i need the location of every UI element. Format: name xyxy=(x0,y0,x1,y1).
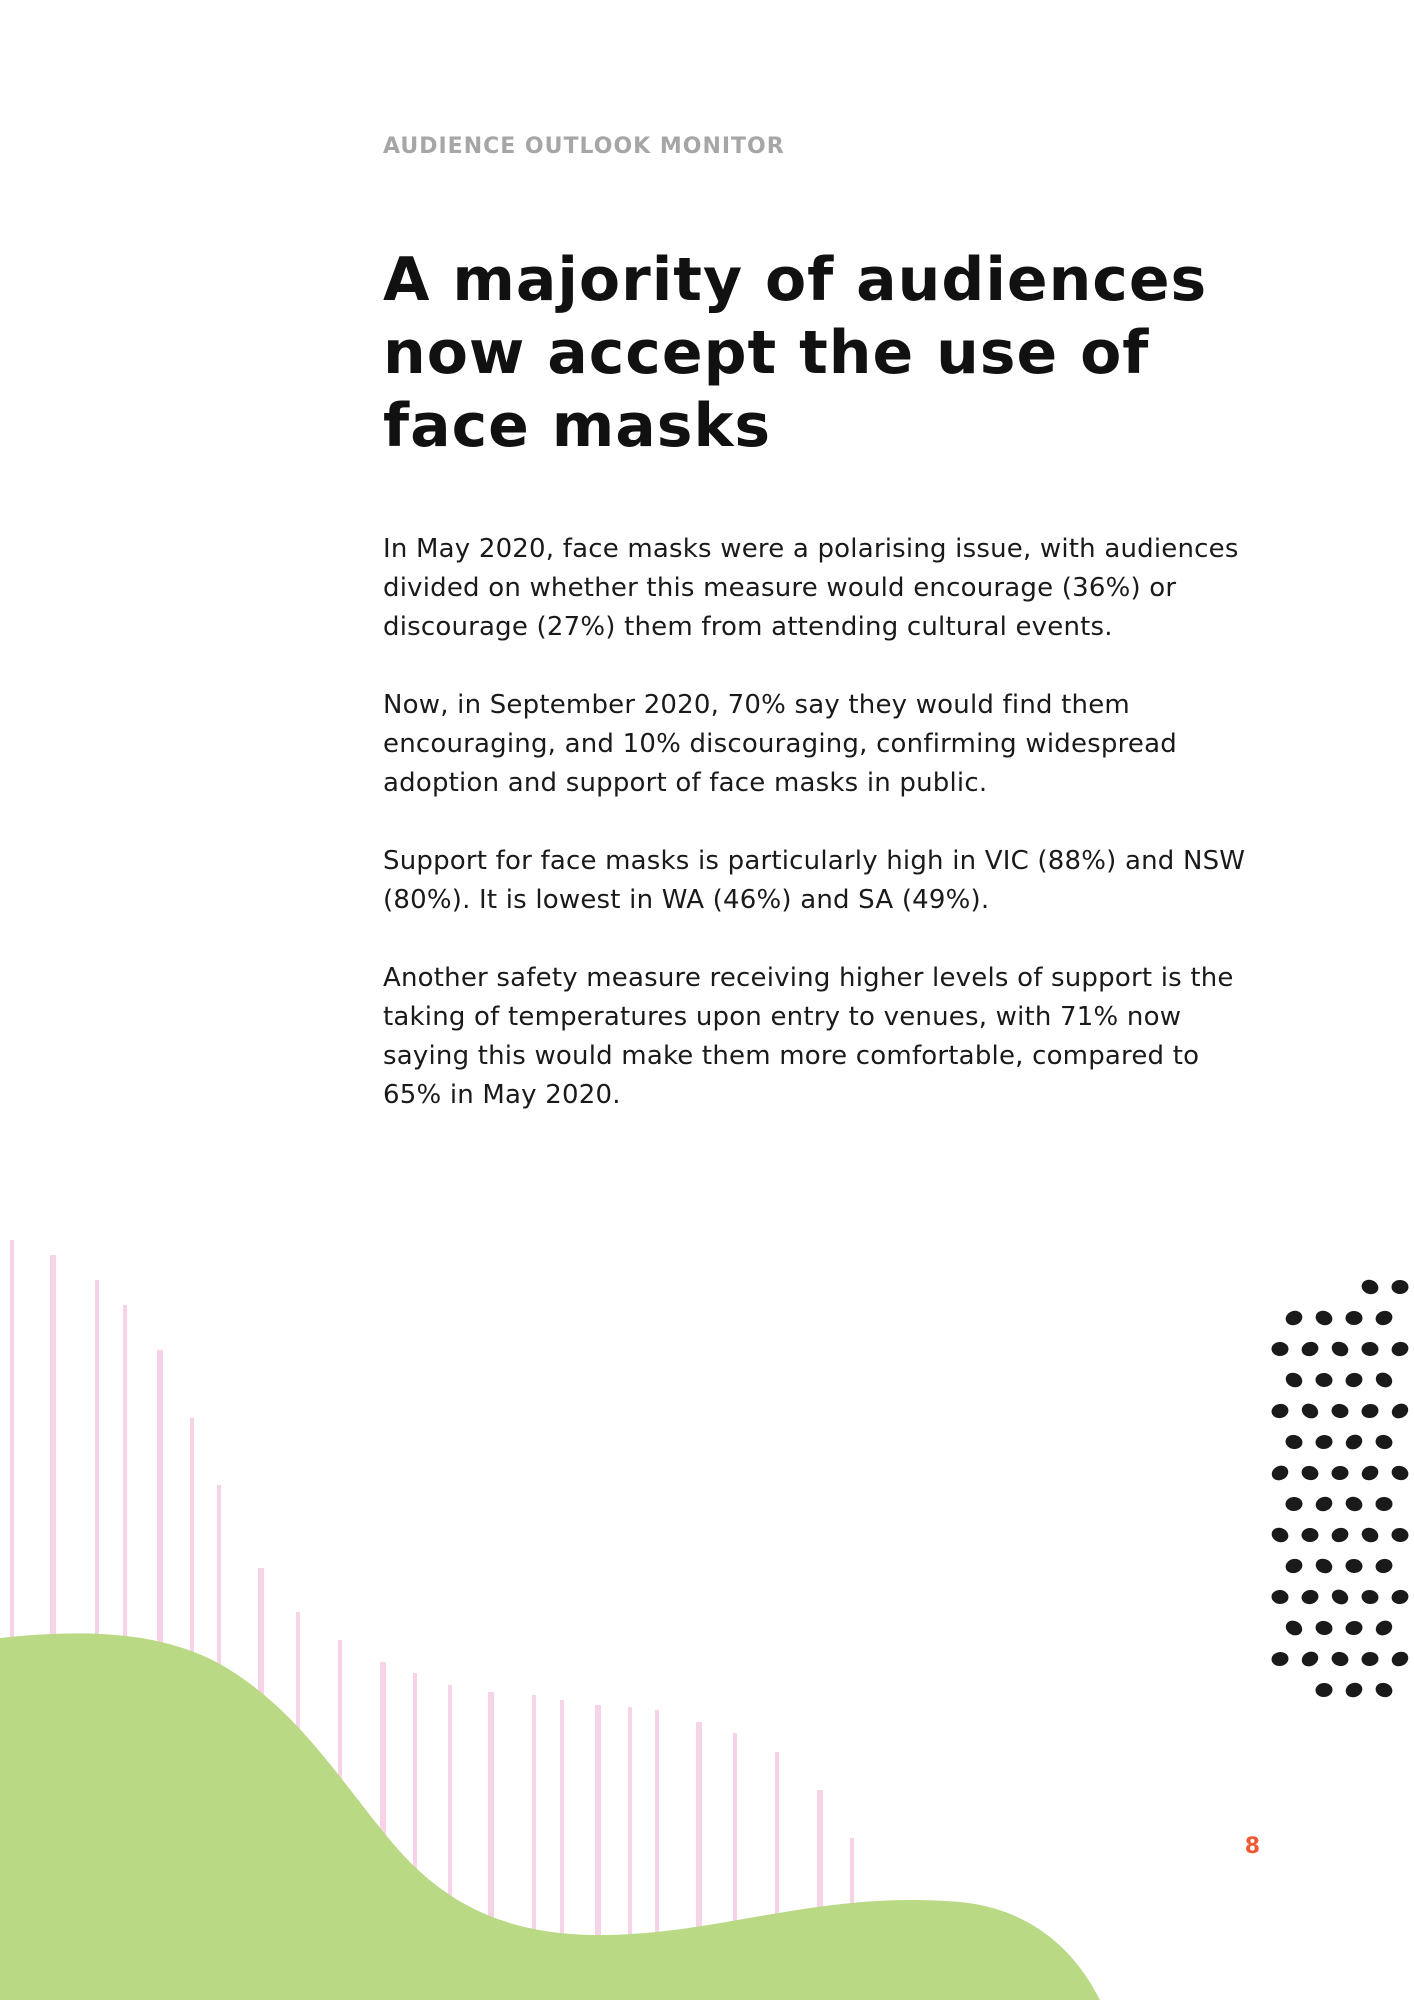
decorative-dot xyxy=(1374,1309,1394,1328)
decorative-dot xyxy=(1361,1341,1379,1356)
decorative-dot xyxy=(1314,1620,1333,1637)
decorative-dot xyxy=(1345,1311,1362,1325)
title-line-2: now accept the use of xyxy=(383,318,1150,388)
paragraph-4: Another safety measure receiving higher levels of support is the taking of temperatures upon entry to venues, with 71% now saying this would make them more comfortable, compared to 65% in May 2020. xyxy=(383,963,1234,1110)
decorative-dot xyxy=(1374,1557,1394,1575)
paragraph-2: Now, in September 2020, 70% say they would find them encouraging, and 10% discouraging, confirming widespread adoption and support of face masks in public. xyxy=(383,690,1177,798)
decorative-dot xyxy=(1285,1497,1303,1512)
pink-stripe xyxy=(775,1752,779,2000)
decorative-dot xyxy=(1270,1526,1291,1545)
decorative-dot xyxy=(1314,1309,1335,1328)
decorative-dot xyxy=(1392,1280,1409,1294)
decorative-dot xyxy=(1271,1342,1288,1357)
pink-stripe xyxy=(157,1350,163,2000)
decorative-dot xyxy=(1283,1370,1304,1390)
decorative-dot xyxy=(1361,1403,1380,1419)
decorative-dot xyxy=(1283,1618,1305,1638)
decorative-dot xyxy=(1330,1403,1349,1420)
pink-stripe xyxy=(95,1280,99,2000)
decorative-dot xyxy=(1284,1557,1304,1575)
decorative-dot xyxy=(1374,1681,1394,1700)
decorative-dot xyxy=(1373,1618,1395,1638)
paragraph-3: Support for face masks is particularly high in VIC (88%) and NSW (80%). It is lowest in WA (46%) and SA (49%). xyxy=(383,846,1246,915)
page-number: 8 xyxy=(1244,1834,1260,1859)
body-copy xyxy=(383,530,1263,1154)
decorative-dot xyxy=(1300,1340,1320,1358)
decorative-dot xyxy=(1271,1589,1289,1605)
decorative-dot xyxy=(1284,1434,1303,1451)
pink-stripe xyxy=(123,1305,127,2000)
pink-stripe xyxy=(217,1485,221,2000)
green-wave-blob xyxy=(0,1633,1100,2000)
decorative-dot xyxy=(1299,1649,1321,1669)
decorative-dot xyxy=(1299,1401,1321,1421)
pink-stripe xyxy=(50,1255,56,2000)
title-line-3: face masks xyxy=(383,391,772,461)
dot-pattern-decoration xyxy=(1269,1278,1410,1700)
decorative-dot xyxy=(1391,1527,1409,1542)
decorative-dot xyxy=(1313,1494,1334,1513)
decorative-dot xyxy=(1330,1650,1350,1668)
decorative-dot xyxy=(1390,1464,1410,1483)
pink-stripe xyxy=(10,1240,14,2000)
decorative-dot xyxy=(1344,1495,1365,1514)
decorative-dot xyxy=(1270,1402,1290,1419)
page-title xyxy=(383,244,1263,463)
pink-stripe xyxy=(296,1612,300,2000)
header-label: AUDIENCE OUTLOOK MONITOR xyxy=(383,134,785,159)
pink-stripe xyxy=(258,1568,264,2000)
decorative-dot xyxy=(1315,1372,1333,1388)
title-line-1: A majority of audiences xyxy=(383,245,1208,315)
pink-stripe xyxy=(488,1692,494,2000)
decorative-dot xyxy=(1390,1589,1409,1606)
decorative-dot xyxy=(1301,1528,1318,1542)
pink-stripe xyxy=(338,1640,342,2000)
decorative-dot xyxy=(1271,1651,1290,1667)
decorative-dot xyxy=(1315,1682,1333,1697)
decorative-dot xyxy=(1361,1651,1379,1666)
paragraph-1: In May 2020, face masks were a polarising issue, with audiences divided on whether this measure would encourage (36%) or discourage (27%) them from attending cultural events. xyxy=(383,534,1239,642)
decorative-dot xyxy=(1330,1526,1350,1545)
decorative-dot xyxy=(1329,1587,1351,1607)
decorative-dot xyxy=(1331,1465,1349,1480)
pink-stripe xyxy=(560,1700,564,2000)
pink-stripe xyxy=(733,1733,737,2000)
decorative-dot xyxy=(1300,1588,1320,1605)
decorative-dot xyxy=(1313,1556,1334,1576)
decorative-dot xyxy=(1300,1464,1320,1482)
pink-stripe xyxy=(448,1685,452,2000)
decorative-dot xyxy=(1344,1371,1364,1388)
pink-stripe xyxy=(413,1673,417,2000)
decorative-dot xyxy=(1389,1401,1411,1421)
pink-stripe xyxy=(532,1695,536,2000)
decorative-dot xyxy=(1329,1339,1350,1359)
decorative-dot xyxy=(1359,1525,1380,1545)
pink-stripe xyxy=(628,1707,632,2000)
decorative-dot xyxy=(1345,1620,1364,1636)
pink-stripe xyxy=(696,1722,702,2000)
pink-stripe xyxy=(655,1710,659,2000)
decorative-dot xyxy=(1343,1432,1365,1452)
decorative-dot xyxy=(1359,1463,1380,1483)
decorative-dot xyxy=(1284,1308,1305,1327)
pink-stripe xyxy=(817,1790,823,2000)
decorative-dot xyxy=(1345,1558,1363,1573)
pink-stripe xyxy=(595,1705,601,2000)
pink-stripe xyxy=(850,1838,854,2000)
decorative-dot xyxy=(1360,1278,1381,1297)
pink-stripe xyxy=(190,1418,194,2000)
decorative-dot xyxy=(1361,1589,1380,1605)
pink-stripes-decoration xyxy=(10,1240,854,2000)
decorative-dot xyxy=(1376,1497,1393,1511)
decorative-dot xyxy=(1373,1370,1395,1390)
decorative-dot xyxy=(1343,1680,1364,1700)
pink-stripe xyxy=(380,1662,386,2000)
decorative-dot xyxy=(1389,1649,1410,1669)
decorative-dot xyxy=(1269,1463,1290,1483)
decorative-dot xyxy=(1390,1340,1410,1358)
decorative-dot xyxy=(1315,1434,1334,1450)
decorative-dot xyxy=(1374,1433,1394,1451)
